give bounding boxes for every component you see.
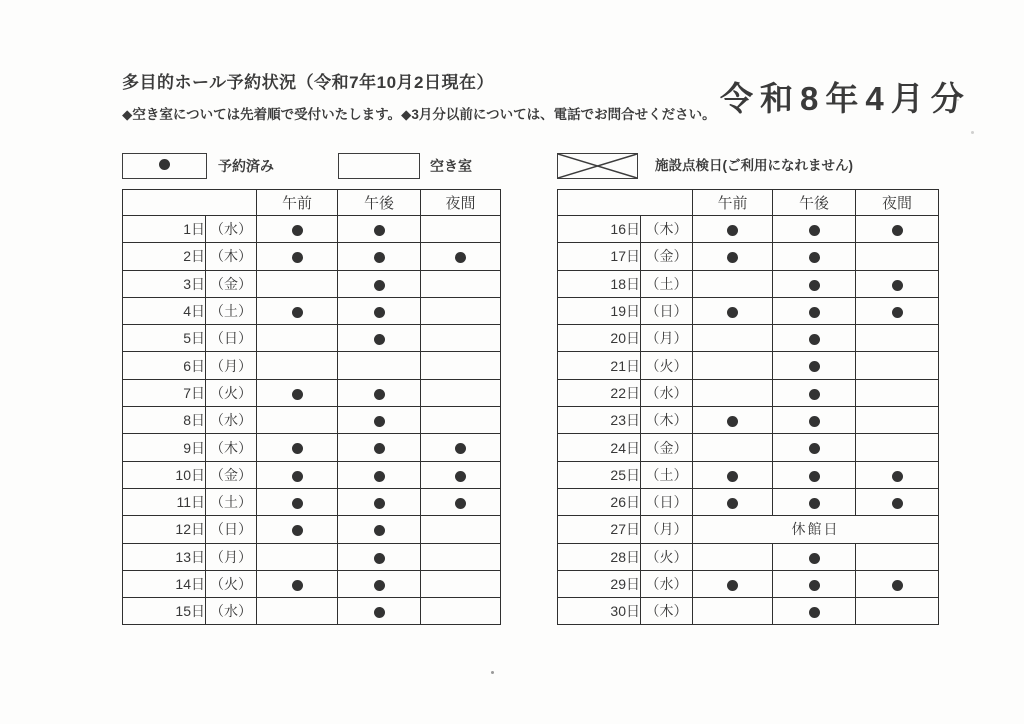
- slot-cell-afternoon: [338, 570, 421, 597]
- weekday-cell: （金）: [206, 270, 257, 297]
- corner-cell: [558, 190, 693, 216]
- slot-cell-evening: [856, 270, 939, 297]
- day-cell: 27日: [558, 516, 641, 543]
- scan-speck: [971, 131, 974, 134]
- day-cell: 28日: [558, 543, 641, 570]
- reserved-dot-icon: [374, 389, 385, 400]
- day-cell: 6日: [123, 352, 206, 379]
- slot-cell-morning: [257, 516, 338, 543]
- header-row: [558, 190, 939, 216]
- slot-cell-evening: [421, 570, 501, 597]
- reserved-dot-icon: [809, 280, 820, 291]
- slot-cell-evening: [421, 270, 501, 297]
- day-cell: 1日: [123, 216, 206, 243]
- slot-cell-evening: [421, 434, 501, 461]
- slot-cell-evening: [421, 407, 501, 434]
- table-row: [558, 352, 939, 379]
- weekday-cell: （水）: [641, 570, 693, 597]
- slot-cell-evening: [421, 325, 501, 352]
- slot-cell-morning: [693, 379, 773, 406]
- legend-label-inspection: 施設点検日(ご利用になれません): [655, 158, 853, 173]
- slot-cell-afternoon: [773, 543, 856, 570]
- slot-cell-evening: [421, 379, 501, 406]
- weekday-cell: （日）: [641, 297, 693, 324]
- slot-cell-morning: [257, 352, 338, 379]
- weekday-cell: （土）: [641, 270, 693, 297]
- reserved-dot-icon: [892, 280, 903, 291]
- legend-label-reserved: 予約済み: [218, 158, 274, 174]
- closed-day-cell: 休館日: [693, 516, 939, 543]
- day-cell: 19日: [558, 297, 641, 324]
- day-cell: 29日: [558, 570, 641, 597]
- slot-cell-afternoon: [338, 516, 421, 543]
- slot-cell-afternoon: [338, 598, 421, 625]
- day-cell: 14日: [123, 570, 206, 597]
- reserved-dot-icon: [292, 498, 303, 509]
- weekday-cell: （土）: [206, 488, 257, 515]
- reserved-dot-icon: [374, 498, 385, 509]
- reserved-dot-icon: [727, 225, 738, 236]
- slot-cell-afternoon: [773, 379, 856, 406]
- col-header-morning: 午前: [257, 190, 338, 216]
- table-row: [558, 488, 939, 515]
- slot-cell-afternoon: [338, 243, 421, 270]
- weekday-cell: （金）: [641, 243, 693, 270]
- day-cell: 7日: [123, 379, 206, 406]
- table-row: [558, 516, 939, 543]
- reserved-dot-icon: [809, 361, 820, 372]
- reserved-dot-icon: [374, 443, 385, 454]
- slot-cell-afternoon: [338, 407, 421, 434]
- table-row: [123, 352, 501, 379]
- reserved-dot-icon: [374, 280, 385, 291]
- reserved-dot-icon: [809, 416, 820, 427]
- slot-cell-morning: [257, 488, 338, 515]
- slot-cell-evening: [856, 325, 939, 352]
- reserved-dot-icon: [159, 159, 170, 170]
- col-header-afternoon: 午後: [338, 190, 421, 216]
- table-row: [123, 516, 501, 543]
- slot-cell-morning: [257, 325, 338, 352]
- scan-speck: [957, 99, 959, 101]
- weekday-cell: （月）: [641, 516, 693, 543]
- reserved-dot-icon: [374, 334, 385, 345]
- day-cell: 21日: [558, 352, 641, 379]
- slot-cell-evening: [856, 434, 939, 461]
- legend-label-vacant: 空き室: [430, 158, 472, 174]
- page-note: ◆空き室については先着順で受付いたします。◆3月分以前については、電話でお問合せください。: [122, 107, 716, 122]
- day-cell: 18日: [558, 270, 641, 297]
- weekday-cell: （火）: [206, 570, 257, 597]
- reserved-dot-icon: [809, 334, 820, 345]
- weekday-cell: （月）: [206, 543, 257, 570]
- weekday-cell: （日）: [206, 325, 257, 352]
- slot-cell-evening: [421, 216, 501, 243]
- crossed-box-icon: [558, 154, 637, 178]
- reserved-dot-icon: [809, 553, 820, 564]
- reserved-dot-icon: [892, 307, 903, 318]
- day-cell: 23日: [558, 407, 641, 434]
- table-row: [558, 325, 939, 352]
- slot-cell-morning: [257, 543, 338, 570]
- weekday-cell: （木）: [641, 598, 693, 625]
- table-row: [123, 488, 501, 515]
- weekday-cell: （木）: [641, 216, 693, 243]
- slot-cell-morning: [693, 216, 773, 243]
- table-row: [558, 270, 939, 297]
- page-title: 多目的ホール予約状況（令和7年10月2日現在）: [122, 73, 494, 92]
- slot-cell-evening: [856, 461, 939, 488]
- weekday-cell: （木）: [206, 243, 257, 270]
- reserved-dot-icon: [455, 498, 466, 509]
- slot-cell-morning: [257, 379, 338, 406]
- slot-cell-morning: [257, 407, 338, 434]
- slot-cell-evening: [856, 598, 939, 625]
- slot-cell-evening: [421, 516, 501, 543]
- day-cell: 8日: [123, 407, 206, 434]
- weekday-cell: （火）: [641, 543, 693, 570]
- slot-cell-morning: [693, 461, 773, 488]
- slot-cell-morning: [693, 297, 773, 324]
- table-row: [558, 216, 939, 243]
- reserved-dot-icon: [727, 307, 738, 318]
- legend: [0, 153, 1024, 181]
- reserved-dot-icon: [809, 225, 820, 236]
- reserved-dot-icon: [809, 443, 820, 454]
- weekday-cell: （火）: [641, 352, 693, 379]
- reserved-dot-icon: [292, 389, 303, 400]
- reserved-dot-icon: [727, 416, 738, 427]
- reserved-dot-icon: [809, 389, 820, 400]
- slot-cell-evening: [421, 297, 501, 324]
- weekday-cell: （木）: [641, 407, 693, 434]
- reserved-dot-icon: [374, 416, 385, 427]
- table-row: [123, 461, 501, 488]
- col-header-morning: 午前: [693, 190, 773, 216]
- vacant-legend-box: [338, 153, 420, 179]
- table-row: [558, 379, 939, 406]
- day-cell: 24日: [558, 434, 641, 461]
- table-row: [558, 434, 939, 461]
- table-row: [123, 325, 501, 352]
- day-cell: 5日: [123, 325, 206, 352]
- table-row: [123, 243, 501, 270]
- slot-cell-morning: [693, 543, 773, 570]
- slot-cell-morning: [693, 488, 773, 515]
- weekday-cell: （日）: [641, 488, 693, 515]
- slot-cell-evening: [856, 216, 939, 243]
- slot-cell-afternoon: [338, 461, 421, 488]
- slot-cell-afternoon: [773, 297, 856, 324]
- table-row: [123, 407, 501, 434]
- slot-cell-afternoon: [338, 325, 421, 352]
- reserved-dot-icon: [292, 307, 303, 318]
- reserved-dot-icon: [292, 252, 303, 263]
- slot-cell-afternoon: [773, 270, 856, 297]
- reserved-dot-icon: [892, 225, 903, 236]
- slot-cell-evening: [856, 243, 939, 270]
- day-cell: 12日: [123, 516, 206, 543]
- slot-cell-morning: [257, 243, 338, 270]
- reserved-dot-icon: [374, 471, 385, 482]
- table-row: [558, 407, 939, 434]
- slot-cell-afternoon: [773, 598, 856, 625]
- slot-cell-afternoon: [773, 434, 856, 461]
- slot-cell-afternoon: [773, 243, 856, 270]
- day-cell: 17日: [558, 243, 641, 270]
- slot-cell-morning: [257, 297, 338, 324]
- slot-cell-morning: [257, 270, 338, 297]
- weekday-cell: （水）: [641, 379, 693, 406]
- reserved-dot-icon: [455, 252, 466, 263]
- reserved-dot-icon: [455, 443, 466, 454]
- slot-cell-afternoon: [773, 325, 856, 352]
- slot-cell-afternoon: [338, 270, 421, 297]
- reserved-dot-icon: [809, 607, 820, 618]
- slot-cell-afternoon: [338, 543, 421, 570]
- weekday-cell: （金）: [206, 461, 257, 488]
- reserved-dot-icon: [727, 580, 738, 591]
- day-cell: 10日: [123, 461, 206, 488]
- day-cell: 30日: [558, 598, 641, 625]
- table-row: [123, 543, 501, 570]
- slot-cell-evening: [856, 488, 939, 515]
- table-row: [558, 570, 939, 597]
- slot-cell-morning: [693, 434, 773, 461]
- slot-cell-afternoon: [773, 216, 856, 243]
- slot-cell-evening: [856, 297, 939, 324]
- weekday-cell: （水）: [206, 216, 257, 243]
- calendar-table-second-half: [557, 189, 939, 625]
- day-cell: 9日: [123, 434, 206, 461]
- table-row: [123, 270, 501, 297]
- slot-cell-morning: [257, 570, 338, 597]
- slot-cell-morning: [693, 352, 773, 379]
- slot-cell-evening: [421, 461, 501, 488]
- slot-cell-morning: [257, 434, 338, 461]
- slot-cell-afternoon: [338, 379, 421, 406]
- slot-cell-morning: [693, 243, 773, 270]
- reserved-dot-icon: [809, 252, 820, 263]
- reserved-dot-icon: [374, 225, 385, 236]
- table-row: [123, 297, 501, 324]
- slot-cell-afternoon: [773, 570, 856, 597]
- table-row: [123, 570, 501, 597]
- weekday-cell: （木）: [206, 434, 257, 461]
- slot-cell-afternoon: [338, 434, 421, 461]
- slot-cell-evening: [856, 352, 939, 379]
- day-cell: 11日: [123, 488, 206, 515]
- day-cell: 2日: [123, 243, 206, 270]
- slot-cell-evening: [421, 243, 501, 270]
- weekday-cell: （月）: [641, 325, 693, 352]
- slot-cell-afternoon: [773, 461, 856, 488]
- reserved-legend-box: [122, 153, 207, 179]
- slot-cell-evening: [421, 352, 501, 379]
- reserved-dot-icon: [292, 443, 303, 454]
- reserved-dot-icon: [292, 580, 303, 591]
- slot-cell-afternoon: [338, 488, 421, 515]
- inspection-legend-box: [557, 153, 638, 179]
- reserved-dot-icon: [727, 498, 738, 509]
- day-cell: 25日: [558, 461, 641, 488]
- slot-cell-afternoon: [338, 352, 421, 379]
- scan-speck: [491, 671, 494, 674]
- weekday-cell: （日）: [206, 516, 257, 543]
- reserved-dot-icon: [292, 225, 303, 236]
- reserved-dot-icon: [892, 498, 903, 509]
- day-cell: 4日: [123, 297, 206, 324]
- reserved-dot-icon: [374, 307, 385, 318]
- table-row: [123, 379, 501, 406]
- weekday-cell: （月）: [206, 352, 257, 379]
- col-header-afternoon: 午後: [773, 190, 856, 216]
- slot-cell-morning: [693, 270, 773, 297]
- table-row: [558, 543, 939, 570]
- col-header-evening: 夜間: [856, 190, 939, 216]
- slot-cell-afternoon: [338, 297, 421, 324]
- col-header-evening: 夜間: [421, 190, 501, 216]
- weekday-cell: （金）: [641, 434, 693, 461]
- header-row: [123, 190, 501, 216]
- reserved-dot-icon: [292, 525, 303, 536]
- slot-cell-morning: [693, 325, 773, 352]
- table-row: [123, 216, 501, 243]
- slot-cell-afternoon: [773, 488, 856, 515]
- reserved-dot-icon: [727, 471, 738, 482]
- reserved-dot-icon: [374, 553, 385, 564]
- slot-cell-morning: [257, 598, 338, 625]
- month-title: 令和8年4月分: [720, 80, 971, 117]
- slot-cell-evening: [421, 543, 501, 570]
- reserved-dot-icon: [809, 580, 820, 591]
- reserved-dot-icon: [374, 525, 385, 536]
- slot-cell-morning: [693, 407, 773, 434]
- table-row: [123, 598, 501, 625]
- slot-cell-morning: [693, 570, 773, 597]
- weekday-cell: （火）: [206, 379, 257, 406]
- weekday-cell: （土）: [641, 461, 693, 488]
- reserved-dot-icon: [292, 471, 303, 482]
- reserved-dot-icon: [892, 580, 903, 591]
- table-row: [123, 434, 501, 461]
- slot-cell-evening: [856, 543, 939, 570]
- day-cell: 26日: [558, 488, 641, 515]
- table-row: [558, 243, 939, 270]
- calendar-table-first-half: [122, 189, 501, 625]
- slot-cell-afternoon: [773, 352, 856, 379]
- slot-cell-morning: [693, 598, 773, 625]
- reserved-dot-icon: [374, 580, 385, 591]
- weekday-cell: （水）: [206, 407, 257, 434]
- reserved-dot-icon: [374, 252, 385, 263]
- day-cell: 16日: [558, 216, 641, 243]
- slot-cell-evening: [856, 407, 939, 434]
- corner-cell: [123, 190, 257, 216]
- table-row: [558, 598, 939, 625]
- day-cell: 3日: [123, 270, 206, 297]
- table-row: [558, 461, 939, 488]
- slot-cell-afternoon: [773, 407, 856, 434]
- slot-cell-evening: [421, 598, 501, 625]
- reserved-dot-icon: [809, 498, 820, 509]
- slot-cell-morning: [257, 216, 338, 243]
- slot-cell-evening: [421, 488, 501, 515]
- day-cell: 22日: [558, 379, 641, 406]
- slot-cell-morning: [257, 461, 338, 488]
- reserved-dot-icon: [455, 471, 466, 482]
- slot-cell-evening: [856, 570, 939, 597]
- day-cell: 15日: [123, 598, 206, 625]
- reserved-dot-icon: [809, 471, 820, 482]
- reserved-dot-icon: [809, 307, 820, 318]
- weekday-cell: （土）: [206, 297, 257, 324]
- day-cell: 20日: [558, 325, 641, 352]
- weekday-cell: （水）: [206, 598, 257, 625]
- slot-cell-afternoon: [338, 216, 421, 243]
- day-cell: 13日: [123, 543, 206, 570]
- reserved-dot-icon: [892, 471, 903, 482]
- slot-cell-evening: [856, 379, 939, 406]
- reserved-dot-icon: [374, 607, 385, 618]
- reserved-dot-icon: [727, 252, 738, 263]
- table-row: [558, 297, 939, 324]
